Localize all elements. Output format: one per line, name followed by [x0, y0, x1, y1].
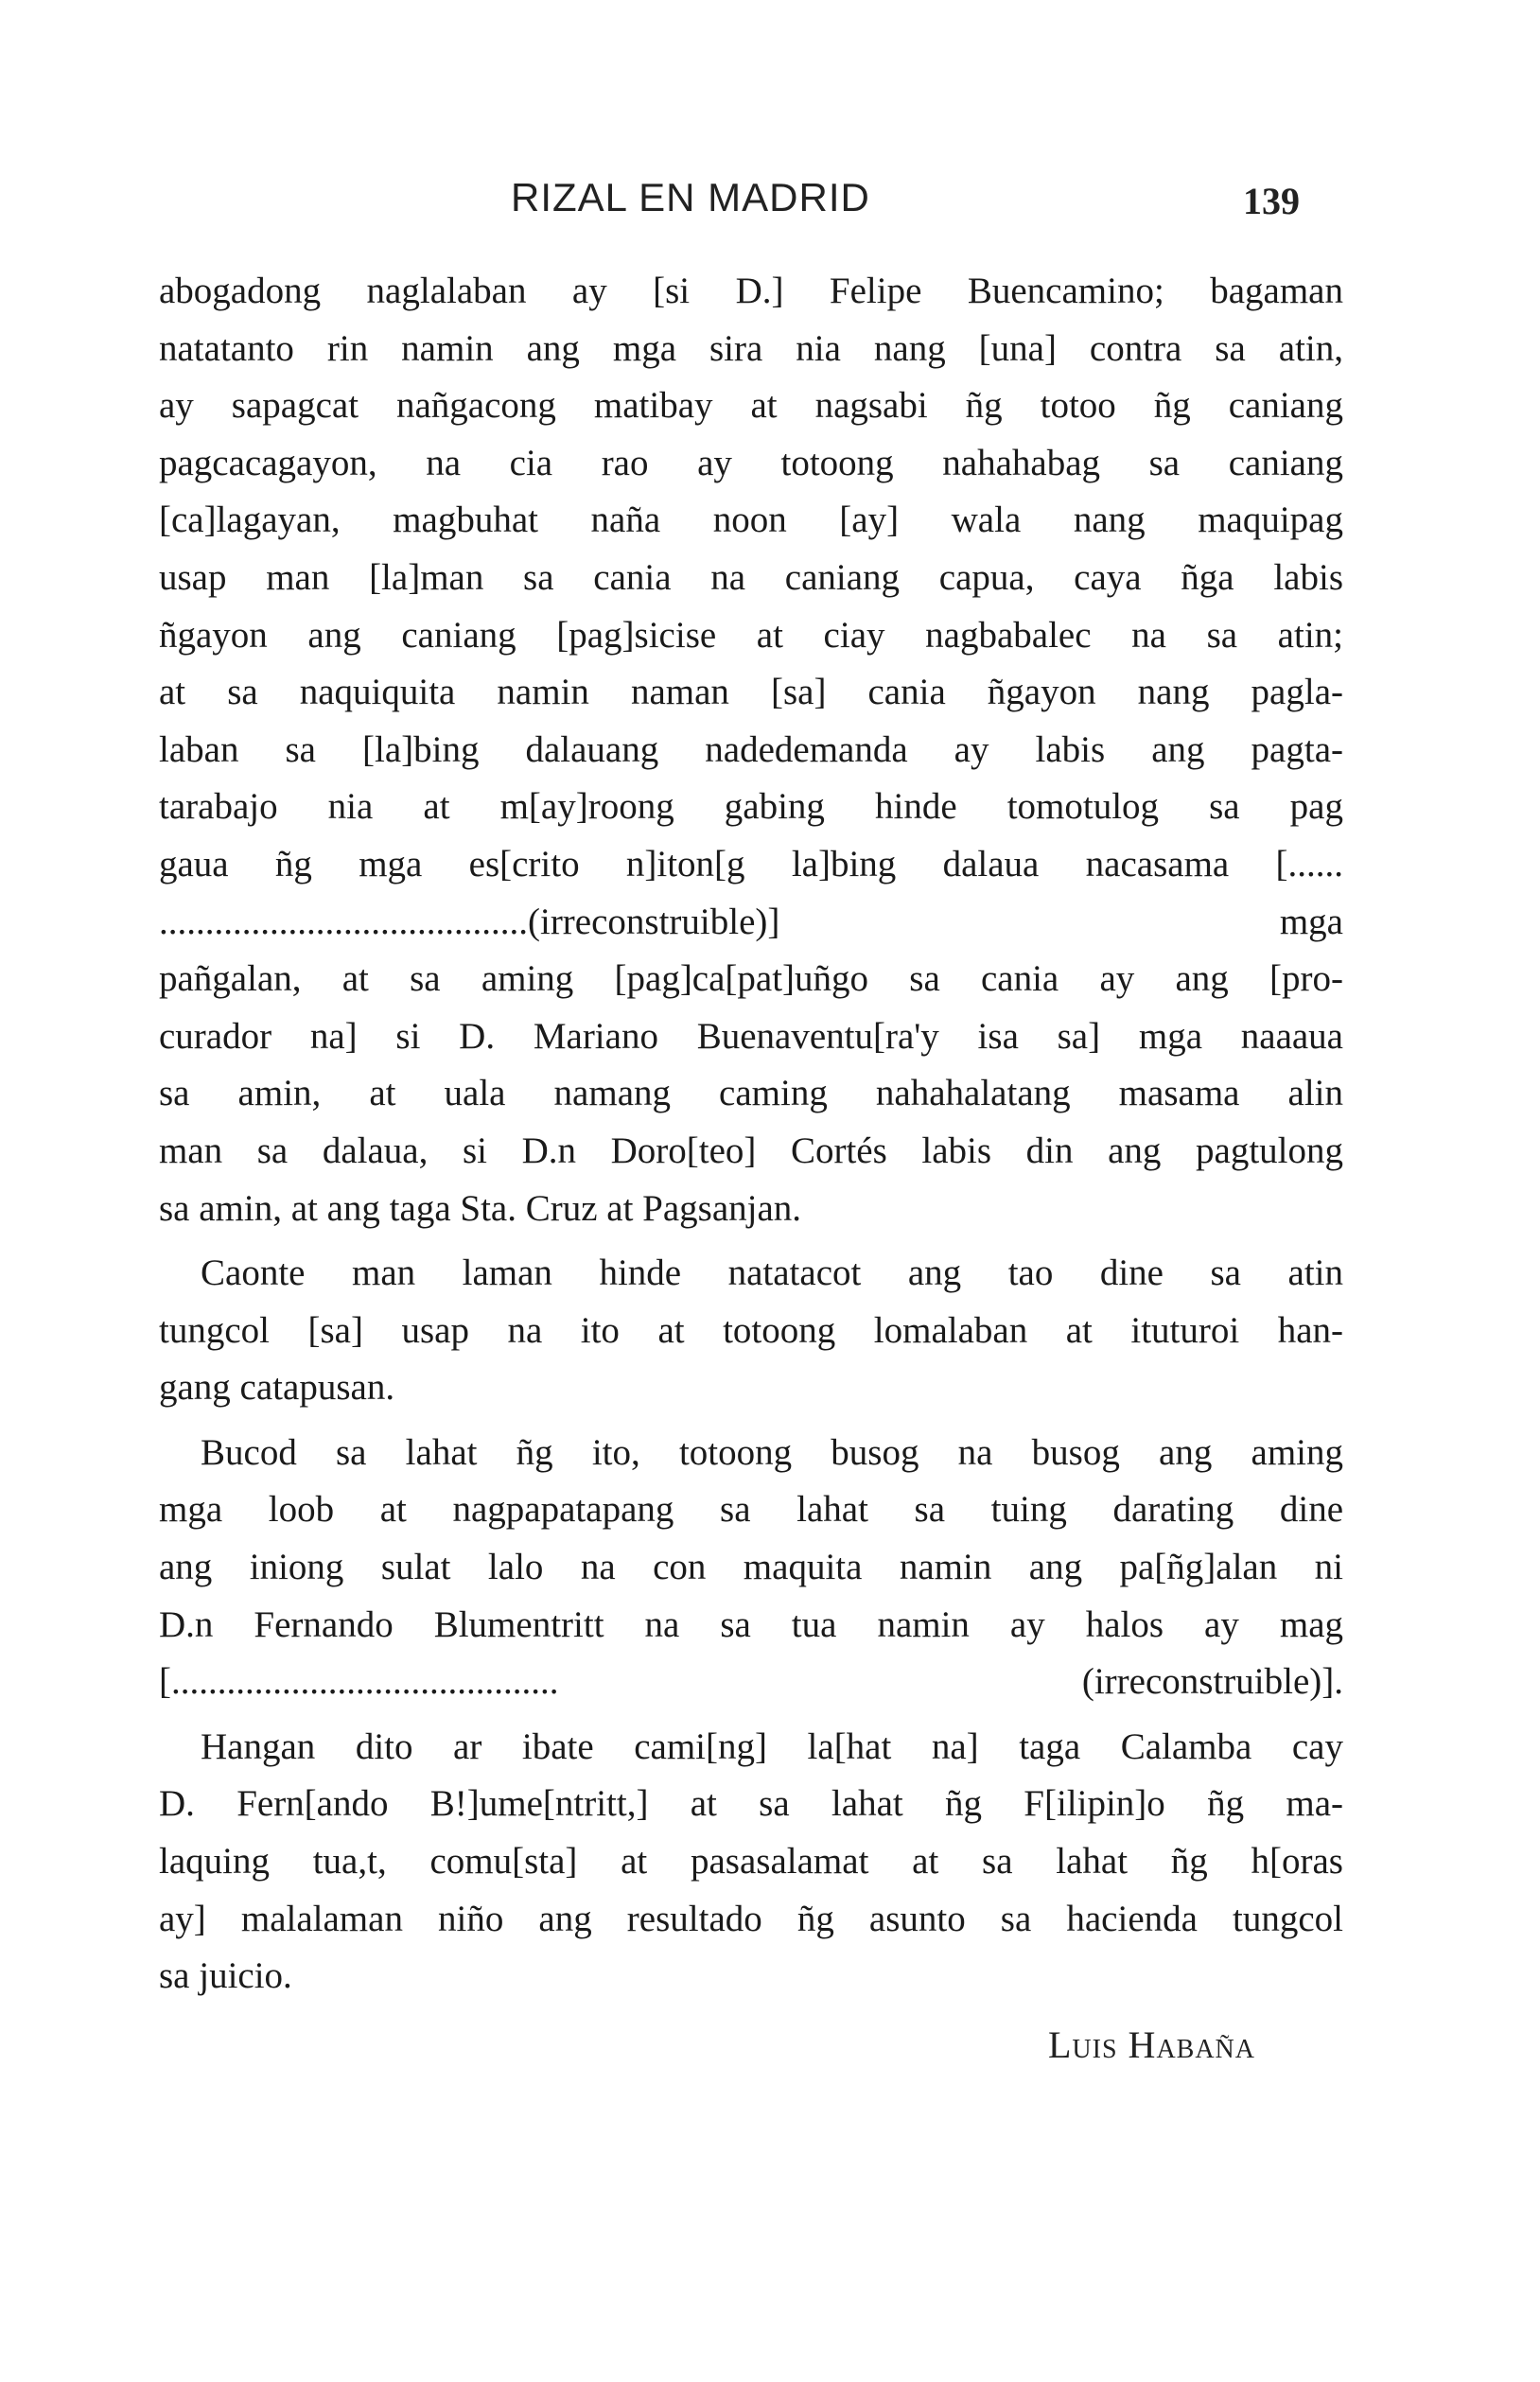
- text-line: natatanto rin namin ang mga sira nia nang [una] contra sa atin,: [159, 327, 1343, 369]
- text-line: ........................................(irreconstruible)] mga: [159, 901, 1343, 942]
- text-line: gaua ñg mga es[crito n]iton[g la]bing dalaua nacasama [......: [159, 843, 1343, 884]
- paragraph: [159, 1425, 1343, 1711]
- text-line: ay] malalaman niño ang resultado ñg asunto sa hacienda tungcol: [159, 1898, 1343, 1939]
- text-line: D. Fern[ando B!]ume[ntritt,] at sa lahat ñg F[ilipin]o ñg ma-: [159, 1783, 1343, 1825]
- text-line: curador na] si D. Mariano Buenaventu[ra'y isa sa] mga naaaua: [159, 1015, 1343, 1057]
- text-line: tarabajo nia at m[ay]roong gabing hinde tomotulog sa pag: [159, 786, 1343, 828]
- text-line: [ca]lagayan, magbuhat naña noon [ay] wala nang maquipag: [159, 499, 1343, 541]
- text-line: D.n Fernando Blumentritt na sa tua namin ay halos ay mag: [159, 1603, 1343, 1645]
- text-line: usap man [la]man sa cania na caniang capua, caya ñga labis: [159, 556, 1343, 598]
- text-line: ang iniong sulat lalo na con maquita namin ang pa[ñg]alan ni: [159, 1547, 1343, 1588]
- text-line: sa juicio.: [159, 1955, 292, 1997]
- text-line: mga loob at nagpapatapang sa lahat sa tuing darating dine: [159, 1489, 1343, 1531]
- text-line: ay sapagcat nañgacong matibay at nagsabi ñg totoo ñg caniang: [159, 385, 1343, 427]
- text-line: abogadong naglalaban ay [si D.] Felipe Buencamino; bagaman: [159, 271, 1343, 311]
- text-line: gang catapusan.: [159, 1367, 395, 1409]
- text-line: Hangan dito ar ibate cami[ng] la[hat na] taga Calamba cay: [201, 1725, 1343, 1767]
- text-line: sa amin, at uala namang caming nahahalatang masama alin: [159, 1073, 1343, 1114]
- text-line: [.......................................... (irreconstruible)].: [159, 1661, 1343, 1703]
- paragraph: [159, 263, 1343, 1237]
- text-line: pañgalan, at sa aming [pag]ca[pat]uñgo sa cania ay ang [pro-: [159, 958, 1343, 1000]
- text-line: at sa naquiquita namin naman [sa] cania ñgayon nang pagla-: [159, 672, 1343, 713]
- signature: Luis Habaña: [1048, 2023, 1255, 2066]
- running-title: RIZAL EN MADRID: [511, 175, 870, 219]
- paragraph: [159, 1245, 1343, 1417]
- page-number: 139: [1243, 180, 1300, 222]
- text-line: Bucod sa lahat ñg ito, totoong busog na busog ang aming: [201, 1431, 1343, 1473]
- text-line: Caonte man laman hinde natatacot ang tao dine sa atin: [201, 1252, 1343, 1294]
- body-text: [159, 263, 1343, 2005]
- text-line: man sa dalaua, si D.n Doro[teo] Cortés labis din ang pagtulong: [159, 1130, 1343, 1171]
- paragraph: [159, 1719, 1343, 2005]
- text-line: laquing tua,t, comu[sta] at pasasalamat at sa lahat ñg h[oras: [159, 1841, 1343, 1883]
- text-line: tungcol [sa] usap na ito at totoong lomalaban at ituturoi han-: [159, 1309, 1343, 1351]
- text-line: sa amin, at ang taga Sta. Cruz at Pagsanjan.: [159, 1187, 802, 1229]
- text-line: laban sa [la]bing dalauang nadedemanda ay labis ang pagta-: [159, 728, 1343, 770]
- running-head: [0, 175, 1540, 232]
- text-line: pagcacagayon, na cia rao ay totoong nahahabag sa caniang: [159, 442, 1343, 483]
- text-line: ñgayon ang caniang [pag]sicise at ciay nagbabalec na sa atin;: [159, 614, 1343, 656]
